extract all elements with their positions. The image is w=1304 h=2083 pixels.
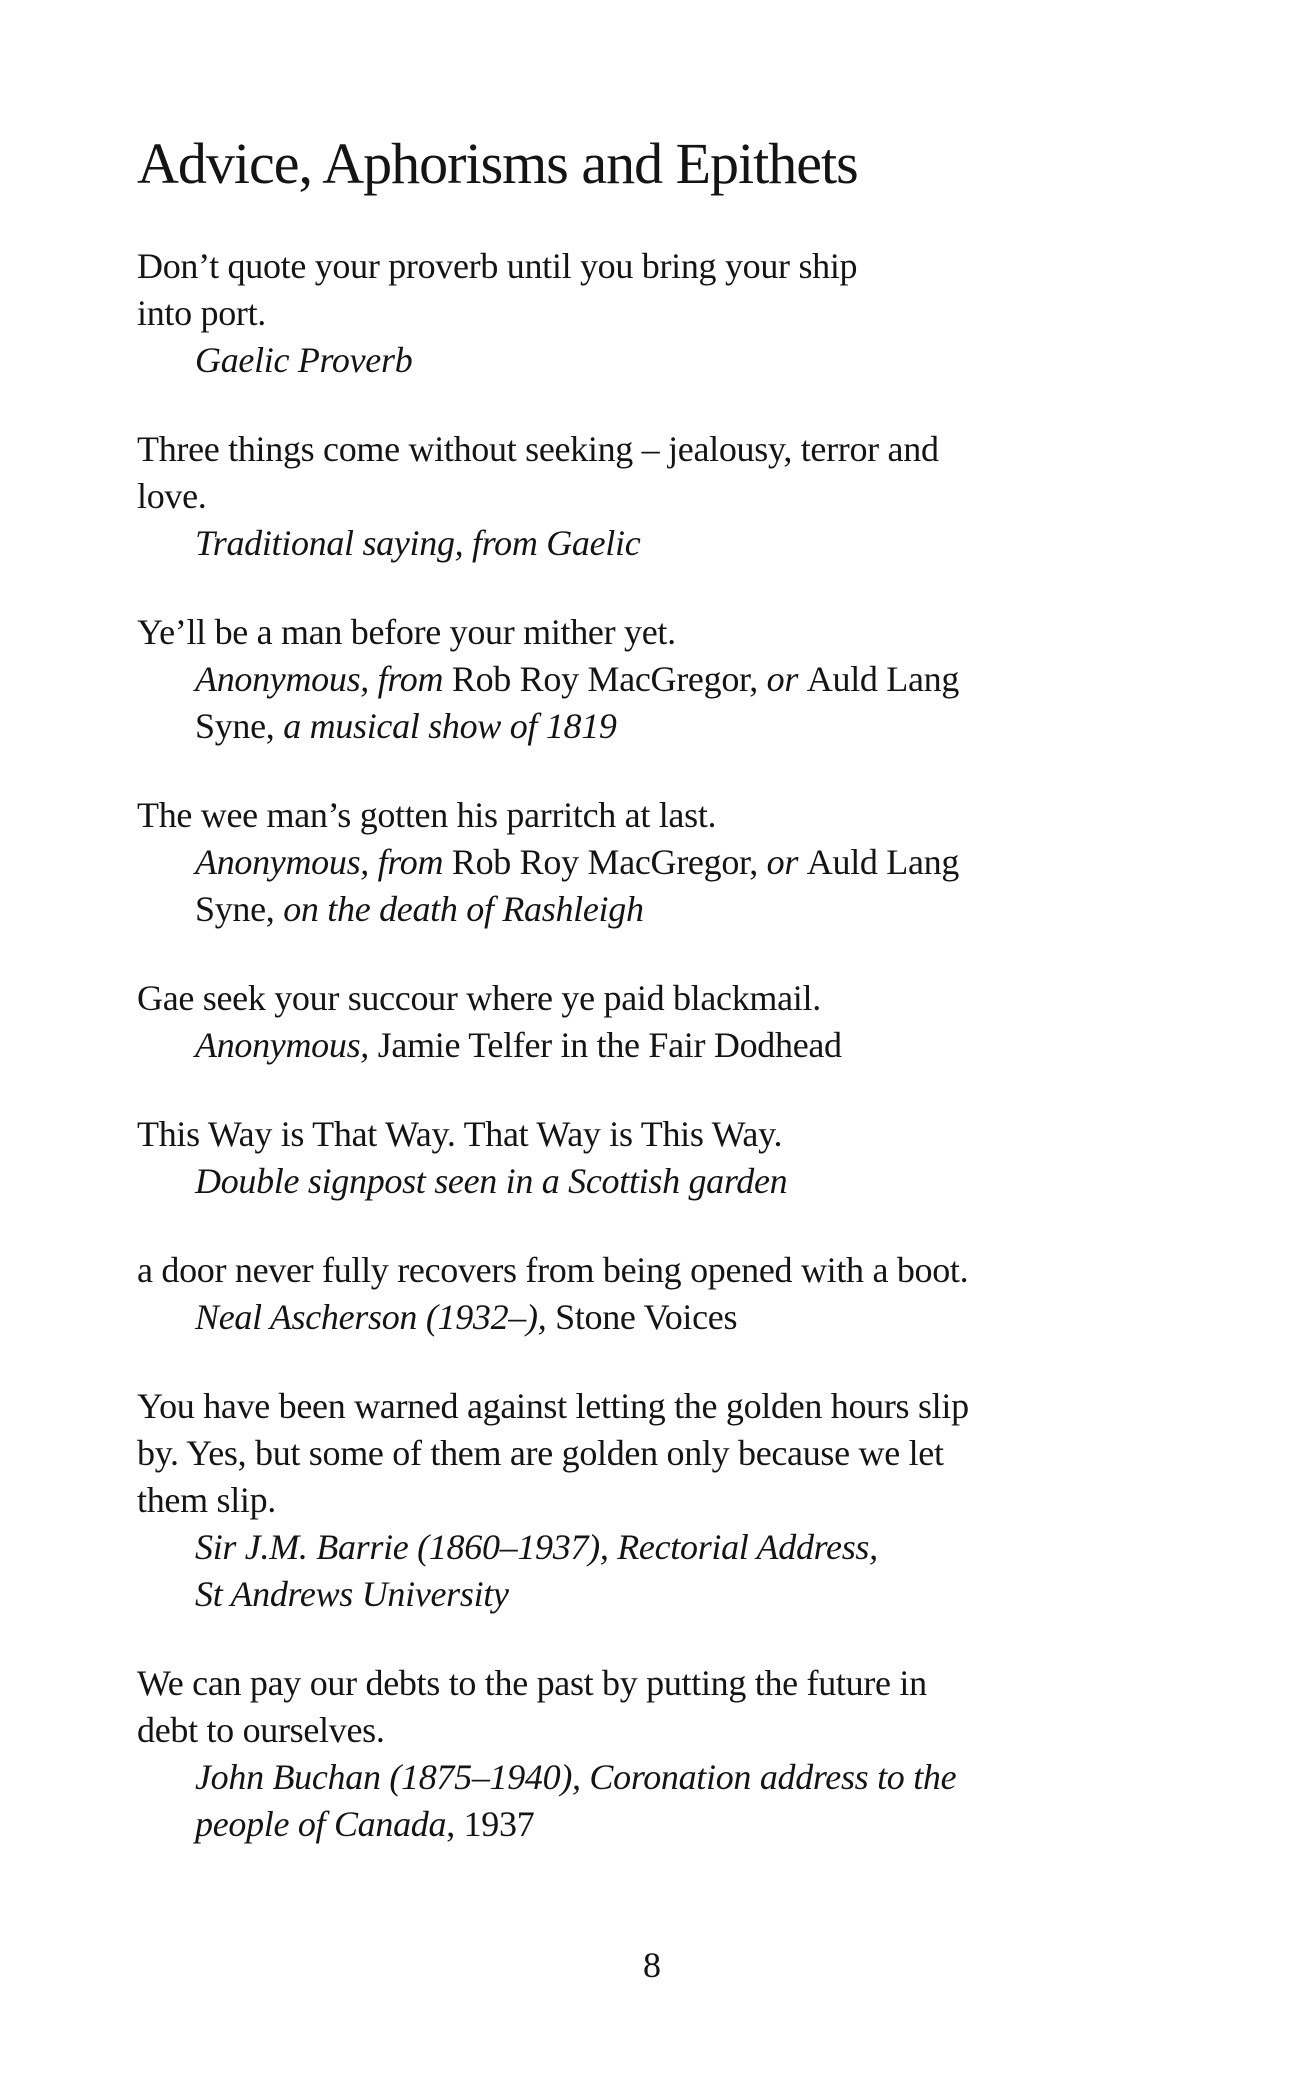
attribution-line bbox=[195, 839, 1177, 886]
page-title: Advice, Aphorisms and Epithets bbox=[137, 131, 858, 196]
attribution-roman-segment: Syne, bbox=[195, 706, 284, 746]
page-content bbox=[137, 0, 1177, 1890]
attribution-italic-segment: Double signpost seen in a Scottish garden bbox=[195, 1161, 788, 1201]
quote-block bbox=[137, 1247, 1177, 1341]
attribution-line bbox=[195, 1294, 1177, 1341]
attribution-line bbox=[195, 1754, 1177, 1801]
quote-attribution bbox=[137, 1022, 1177, 1069]
quote-line: by. Yes, but some of them are golden only because we let bbox=[137, 1433, 944, 1473]
attribution-line bbox=[195, 656, 1177, 703]
attribution-line bbox=[195, 1524, 1177, 1571]
quote-attribution bbox=[137, 656, 1177, 750]
attribution-italic-segment: Neal Ascherson (1932–), bbox=[195, 1297, 556, 1337]
quote-block bbox=[137, 975, 1177, 1069]
attribution-roman-segment: Auld Lang bbox=[806, 659, 960, 699]
quote-attribution bbox=[137, 1294, 1177, 1341]
attribution-italic-segment: a musical show of 1819 bbox=[283, 706, 617, 746]
attribution-roman-segment: Stone Voices bbox=[555, 1297, 738, 1337]
quote-line: into port. bbox=[137, 293, 266, 333]
attribution-roman-segment: Jamie Telfer in the Fair Dodhead bbox=[377, 1025, 842, 1065]
attribution-line bbox=[195, 1158, 1177, 1205]
page-number: 8 bbox=[643, 1945, 661, 1985]
quote-line: Three things come without seeking – jealousy, terror and bbox=[137, 429, 939, 469]
attribution-line bbox=[195, 886, 1177, 933]
quote-line: You have been warned against letting the golden hours slip bbox=[137, 1386, 969, 1426]
quote-line: This Way is That Way. That Way is This Way. bbox=[137, 1114, 783, 1154]
attribution-roman-segment: , 1937 bbox=[446, 1804, 535, 1844]
attribution-italic-segment: or bbox=[766, 659, 807, 699]
quote-line: debt to ourselves. bbox=[137, 1710, 385, 1750]
quote-attribution bbox=[137, 520, 1177, 567]
attribution-italic-segment: St Andrews University bbox=[195, 1574, 509, 1614]
attribution-line bbox=[195, 1801, 1177, 1848]
attribution-roman-segment: Rob Roy MacGregor, bbox=[451, 842, 767, 882]
quote-line: Ye’ll be a man before your mither yet. bbox=[137, 612, 676, 652]
quote-line: We can pay our debts to the past by putting the future in bbox=[137, 1663, 927, 1703]
quote-line: The wee man’s gotten his parritch at last. bbox=[137, 795, 717, 835]
quote-attribution bbox=[137, 1158, 1177, 1205]
attribution-italic-segment: Anonymous, from bbox=[195, 842, 452, 882]
attribution-italic-segment: Traditional saying, from Gaelic bbox=[195, 523, 641, 563]
quote-block bbox=[137, 1660, 1177, 1848]
attribution-line bbox=[195, 703, 1177, 750]
attribution-roman-segment: Syne, bbox=[195, 889, 284, 929]
quote-attribution bbox=[137, 839, 1177, 933]
quote-block bbox=[137, 426, 1177, 567]
quote-attribution bbox=[137, 1524, 1177, 1618]
quote-block bbox=[137, 1383, 1177, 1618]
attribution-italic-segment: on the death of Rashleigh bbox=[283, 889, 644, 929]
attribution-roman-segment: Rob Roy MacGregor, bbox=[451, 659, 767, 699]
quote-line: love. bbox=[137, 476, 207, 516]
attribution-line bbox=[195, 1022, 1177, 1069]
quote-block bbox=[137, 243, 1177, 384]
attribution-italic-segment: Anonymous, from bbox=[195, 659, 452, 699]
quote-block bbox=[137, 609, 1177, 750]
quote-line: Gae seek your succour where ye paid blackmail. bbox=[137, 978, 821, 1018]
attribution-line bbox=[195, 520, 1177, 567]
quote-line: a door never fully recovers from being opened with a boot. bbox=[137, 1250, 969, 1290]
quote-block bbox=[137, 792, 1177, 933]
attribution-line bbox=[195, 1571, 1177, 1618]
attribution-italic-segment: people of Canada bbox=[195, 1804, 447, 1844]
quote-line: them slip. bbox=[137, 1480, 276, 1520]
attribution-italic-segment: or bbox=[766, 842, 807, 882]
quote-attribution bbox=[137, 1754, 1177, 1848]
quote-line: Don’t quote your proverb until you bring your ship bbox=[137, 246, 858, 286]
attribution-line bbox=[195, 337, 1177, 384]
attribution-italic-segment: Anonymous, bbox=[195, 1025, 378, 1065]
quotes-container bbox=[137, 243, 1177, 1848]
attribution-italic-segment: John Buchan (1875–1940), Coronation address to the bbox=[195, 1757, 957, 1797]
quote-block bbox=[137, 1111, 1177, 1205]
attribution-italic-segment: Sir J.M. Barrie (1860–1937), Rectorial Address, bbox=[195, 1527, 878, 1567]
attribution-italic-segment: Gaelic Proverb bbox=[195, 340, 413, 380]
attribution-roman-segment: Auld Lang bbox=[806, 842, 960, 882]
quote-attribution bbox=[137, 337, 1177, 384]
